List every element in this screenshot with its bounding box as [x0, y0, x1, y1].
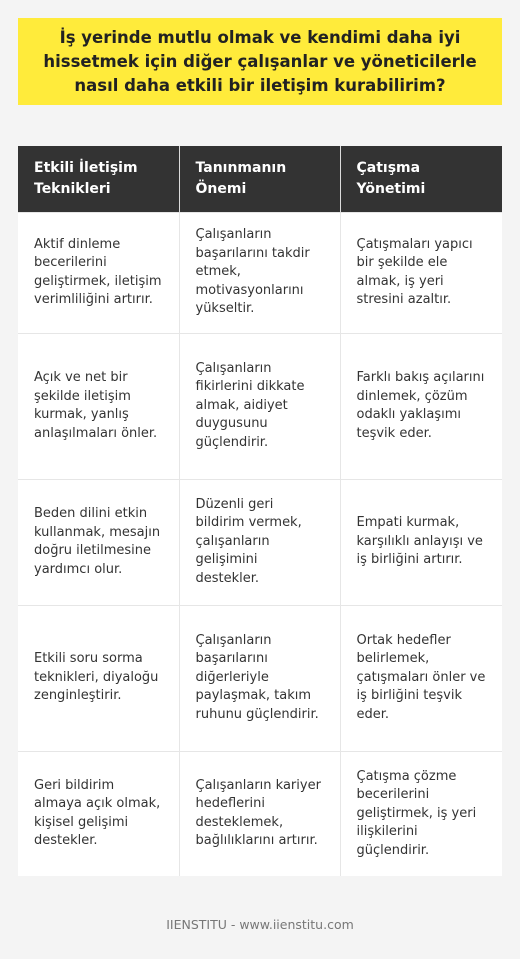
footer-credit: IIENSTITU - www.iienstitu.com: [166, 917, 354, 932]
table-row: [18, 605, 502, 751]
table-cell: Ortak hedefler belirlemek, çatışmaları önler ve iş birliğini teşvik eder.: [340, 605, 502, 751]
header-communication-techniques: Etkili İletişim Teknikleri: [18, 146, 179, 212]
table-cell: Empati kurmak, karşılıklı anlayışı ve iş birliğini artırır.: [340, 479, 502, 605]
header-conflict-management: Çatışma Yönetimi: [340, 146, 502, 212]
table-cell: Çalışanların başarılarını diğerleriyle paylaşmak, takım ruhunu güçlendirir.: [179, 605, 340, 751]
table-header-row: [18, 146, 502, 212]
table-cell: Etkili soru sorma teknikleri, diyaloğu zenginleştirir.: [18, 605, 179, 751]
table-cell: Aktif dinleme becerilerini geliştirmek, iletişim verimliliğini artırır.: [18, 212, 179, 333]
page-title: İş yerinde mutlu olmak ve kendimi daha iyi hissetmek için diğer çalışanlar ve yöneticilerle nasıl daha etkili bir iletişim kurabilirim?: [43, 27, 477, 95]
table-cell: Beden dilini etkin kullanmak, mesajın doğru iletilmesine yardımcı olur.: [18, 479, 179, 605]
table-row: [18, 751, 502, 876]
table-cell: Çalışanların başarılarını takdir etmek, motivasyonlarını yükseltir.: [179, 212, 340, 333]
table-cell: Çalışanların fikirlerini dikkate almak, aidiyet duygusunu güçlendirir.: [179, 333, 340, 479]
table-cell: Çatışma çözme becerilerini geliştirmek, iş yeri ilişkilerini güçlendirir.: [340, 751, 502, 876]
header-recognition-importance: Tanınmanın Önemi: [179, 146, 340, 212]
table-cell: Çatışmaları yapıcı bir şekilde ele almak, iş yeri stresini azaltır.: [340, 212, 502, 333]
table-cell: Çalışanların kariyer hedeflerini desteklemek, bağlılıklarını artırır.: [179, 751, 340, 876]
table-cell: Düzenli geri bildirim vermek, çalışanların gelişimini destekler.: [179, 479, 340, 605]
table-row: [18, 333, 502, 479]
table-cell: Geri bildirim almaya açık olmak, kişisel gelişimi destekler.: [18, 751, 179, 876]
table-row: [18, 479, 502, 605]
title-banner: [18, 18, 502, 105]
info-table: [18, 146, 502, 876]
table-cell: Açık ve net bir şekilde iletişim kurmak, yanlış anlaşılmaları önler.: [18, 333, 179, 479]
table-row: [18, 212, 502, 333]
table-cell: Farklı bakış açılarını dinlemek, çözüm odaklı yaklaşımı teşvik eder.: [340, 333, 502, 479]
